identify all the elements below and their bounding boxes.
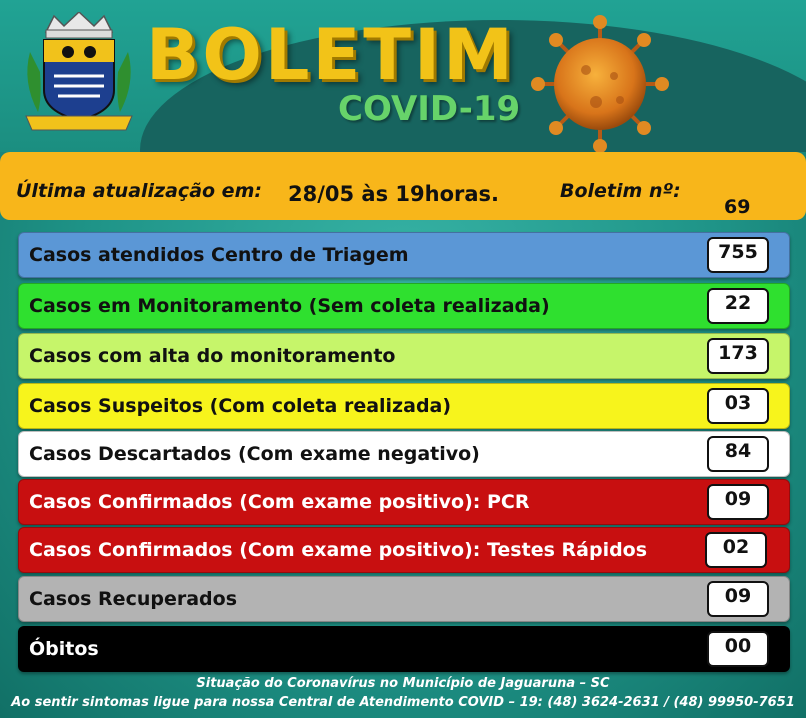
case-row-label: Óbitos xyxy=(29,638,99,660)
municipal-crest-icon xyxy=(18,12,140,134)
case-row-value: 09 xyxy=(707,581,769,617)
coronavirus-icon xyxy=(520,14,680,152)
footer-situation: Situação do Coronavírus no Município de Jaguaruna – SC xyxy=(196,676,610,691)
case-row-label: Casos Confirmados (Com exame positivo): PCR xyxy=(29,491,530,513)
case-row-label: Casos Confirmados (Com exame positivo): Testes Rápidos xyxy=(29,539,648,561)
case-row xyxy=(18,431,790,477)
case-row xyxy=(18,626,790,672)
case-row-label: Casos Descartados (Com exame negativo) xyxy=(29,443,480,465)
case-row xyxy=(18,333,790,379)
case-row xyxy=(18,479,790,525)
case-row-value: 22 xyxy=(707,288,769,324)
case-row-value: 03 xyxy=(707,388,769,424)
case-row xyxy=(18,527,790,573)
case-row xyxy=(18,232,790,278)
case-row-value: 09 xyxy=(707,484,769,520)
case-row-value: 84 xyxy=(707,436,769,472)
update-bar xyxy=(0,152,806,220)
bulletin-subtitle: COVID-19 xyxy=(338,89,521,129)
bulletin-number: 69 xyxy=(724,196,751,218)
case-row-label: Casos atendidos Centro de Triagem xyxy=(29,244,409,266)
header-banner xyxy=(0,0,806,152)
case-row xyxy=(18,576,790,622)
case-row-label: Casos Suspeitos (Com coleta realizada) xyxy=(29,395,452,417)
case-row-value: 755 xyxy=(707,237,769,273)
bulletin-number-label: Boletim nº: xyxy=(560,180,681,202)
update-date: 28/05 às 19horas. xyxy=(288,182,500,206)
case-row-value: 00 xyxy=(707,631,769,667)
case-row-value: 02 xyxy=(705,532,767,568)
case-row-label: Casos em Monitoramento (Sem coleta realizada) xyxy=(29,295,550,317)
case-row-value: 173 xyxy=(707,338,769,374)
case-row-label: Casos Recuperados xyxy=(29,588,237,610)
footer-contact: Ao sentir sintomas ligue para nossa Central de Atendimento COVID – 19: (48) 3624-2631 / (48) 99950-7651 xyxy=(11,695,795,710)
case-row xyxy=(18,283,790,329)
update-label: Última atualização em: xyxy=(16,180,262,202)
bulletin-title: BOLETIM xyxy=(146,14,516,96)
case-row-label: Casos com alta do monitoramento xyxy=(29,345,396,367)
case-row xyxy=(18,383,790,429)
